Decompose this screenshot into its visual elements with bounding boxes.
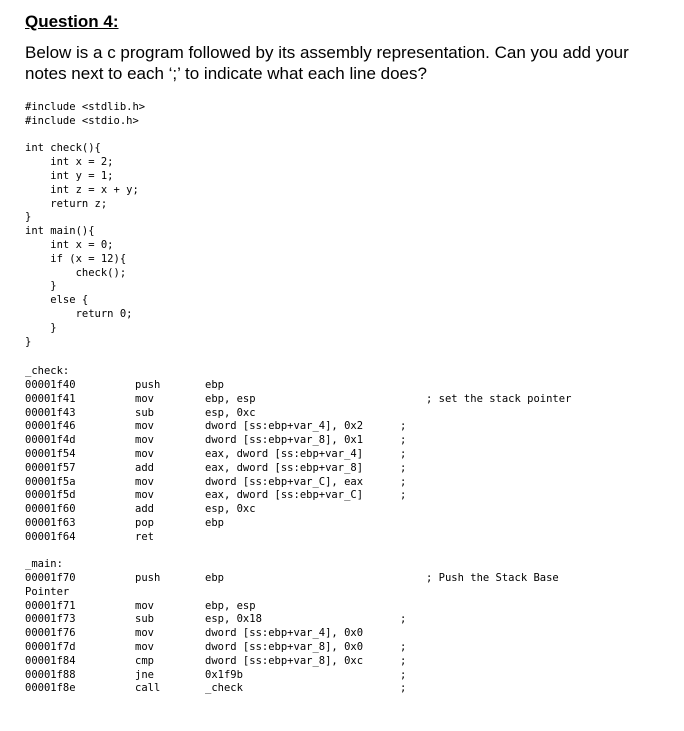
- check-label: _check:: [25, 365, 70, 377]
- asm-address: 00001f63: [25, 517, 76, 529]
- c-code-line: }: [25, 335, 32, 348]
- asm-row: [0, 433, 684, 447]
- asm-row: [0, 585, 684, 599]
- asm-operands: eax, dword [ss:ebp+var_4]: [205, 448, 364, 460]
- asm-address: 00001f70: [25, 572, 76, 584]
- asm-operands: ebp, esp: [205, 392, 256, 405]
- asm-operands: dword [ss:ebp+var_8], 0x1: [205, 434, 364, 447]
- asm-address: 00001f71: [25, 599, 76, 612]
- asm-row: [0, 654, 684, 668]
- asm-operands: dword [ss:ebp+var_C], eax: [205, 475, 364, 488]
- asm-row: [0, 626, 684, 640]
- asm-mnemonic: mov: [135, 392, 154, 405]
- c-code-line: int main(){: [25, 225, 95, 238]
- asm-row: [0, 419, 684, 433]
- asm-comment[interactable]: ;: [400, 448, 407, 460]
- asm-row: [0, 681, 684, 695]
- asm-operands: ebp, esp: [205, 599, 256, 612]
- asm-address: 00001f41: [25, 392, 76, 405]
- c-code-line: #include <stdio.h>: [25, 114, 139, 127]
- asm-comment[interactable]: ;: [400, 489, 407, 502]
- asm-row: [0, 502, 684, 516]
- asm-comment[interactable]: ; Push the Stack Base: [426, 572, 559, 584]
- asm-address: 00001f40: [25, 379, 76, 391]
- asm-operands: dword [ss:ebp+var_4], 0x2: [205, 420, 364, 433]
- asm-mnemonic: pop: [135, 517, 154, 529]
- asm-address: 00001f8e: [25, 682, 76, 695]
- asm-mnemonic: cmp: [135, 654, 154, 667]
- asm-mnemonic: mov: [135, 641, 154, 653]
- asm-mnemonic: push: [135, 572, 161, 584]
- asm-mnemonic: call: [135, 682, 161, 695]
- asm-address: 00001f43: [25, 406, 76, 419]
- asm-comment[interactable]: ;: [400, 682, 407, 695]
- asm-operands: ebp: [205, 517, 224, 529]
- asm-operands: ebp: [205, 379, 224, 391]
- asm-mnemonic: add: [135, 503, 154, 516]
- asm-row: [0, 392, 684, 406]
- asm-address: 00001f54: [25, 448, 76, 460]
- asm-operands: dword [ss:ebp+var_4], 0x0: [205, 627, 364, 640]
- asm-address: 00001f57: [25, 461, 76, 474]
- asm-mnemonic: mov: [135, 475, 154, 488]
- asm-address: 00001f73: [25, 613, 76, 626]
- asm-operands: eax, dword [ss:ebp+var_8]: [205, 461, 364, 474]
- asm-row: [0, 668, 684, 682]
- asm-mnemonic: sub: [135, 613, 154, 626]
- asm-mnemonic: mov: [135, 434, 154, 447]
- asm-row: [0, 378, 684, 392]
- asm-mnemonic: mov: [135, 489, 154, 502]
- asm-operands: dword [ss:ebp+var_8], 0xc: [205, 654, 364, 667]
- c-code-line: }: [25, 280, 57, 293]
- c-code-line: else {: [25, 294, 89, 307]
- asm-row: [0, 447, 684, 461]
- asm-row: [0, 461, 684, 475]
- question-intro: Below is a c program followed by its assembly representation. Can you add your notes next to each ‘;’ to indicate what each line does?: [25, 43, 629, 83]
- asm-comment[interactable]: ;: [400, 668, 407, 681]
- asm-operands: 0x1f9b: [205, 668, 243, 681]
- asm-comment[interactable]: ;: [400, 641, 407, 653]
- c-code-line: #include <stdlib.h>: [25, 101, 146, 113]
- c-code-line: [25, 129, 145, 143]
- asm-row: [0, 640, 684, 654]
- c-code-line: return z;: [25, 197, 108, 210]
- asm-comment[interactable]: ;: [400, 461, 407, 474]
- asm-address: 00001f4d: [25, 434, 76, 447]
- asm-row: [0, 571, 684, 585]
- c-code-line: check();: [25, 266, 127, 279]
- asm-row: [0, 612, 684, 626]
- asm-address: 00001f88: [25, 668, 76, 681]
- asm-mnemonic: push: [135, 379, 161, 391]
- asm-mnemonic: add: [135, 461, 154, 474]
- asm-row: [0, 599, 684, 613]
- asm-row: [0, 488, 684, 502]
- c-code-line: int x = 0;: [25, 238, 114, 251]
- c-code-line: }: [25, 211, 32, 224]
- asm-address: 00001f84: [25, 654, 76, 667]
- c-source-code: [25, 101, 145, 349]
- asm-operands: eax, dword [ss:ebp+var_C]: [205, 489, 364, 502]
- asm-address: 00001f5d: [25, 489, 76, 502]
- asm-row: [0, 475, 684, 489]
- asm-address: 00001f5a: [25, 475, 76, 488]
- asm-comment[interactable]: ;: [400, 434, 407, 447]
- asm-operands: dword [ss:ebp+var_8], 0x0: [205, 641, 364, 653]
- asm-row: [0, 530, 684, 544]
- main-label: _main:: [25, 558, 63, 570]
- asm-operands: esp, 0xc: [205, 503, 256, 516]
- asm-mnemonic: mov: [135, 420, 154, 433]
- c-code-line: }: [25, 321, 57, 334]
- c-code-line: return 0;: [25, 307, 133, 320]
- c-code-line: int y = 1;: [25, 169, 114, 182]
- asm-comment[interactable]: ;: [400, 613, 407, 626]
- asm-operands: esp, 0xc: [205, 406, 256, 419]
- asm-mnemonic: jne: [135, 668, 154, 681]
- asm-row: [0, 516, 684, 530]
- asm-comment[interactable]: ;: [400, 475, 407, 488]
- c-code-line: int z = x + y;: [25, 183, 139, 196]
- asm-mnemonic: mov: [135, 599, 154, 612]
- asm-address: 00001f46: [25, 420, 76, 433]
- asm-address: Pointer: [25, 585, 70, 598]
- asm-mnemonic: ret: [135, 530, 154, 543]
- asm-mnemonic: sub: [135, 406, 154, 419]
- asm-address: 00001f60: [25, 503, 76, 516]
- c-code-line: int check(){: [25, 142, 101, 155]
- asm-mnemonic: mov: [135, 627, 154, 640]
- asm-address: 00001f76: [25, 627, 76, 640]
- c-code-line: if (x = 12){: [25, 252, 127, 265]
- asm-mnemonic: mov: [135, 448, 154, 460]
- asm-row: [0, 406, 684, 420]
- asm-comment[interactable]: ; set the stack pointer: [426, 392, 572, 405]
- asm-operands: _check: [205, 682, 243, 695]
- question-title: Question 4:: [25, 12, 119, 31]
- asm-comment[interactable]: ;: [400, 654, 407, 667]
- asm-comment[interactable]: ;: [400, 420, 407, 433]
- asm-operands: esp, 0x18: [205, 613, 262, 626]
- asm-address: 00001f64: [25, 530, 76, 543]
- c-code-line: int x = 2;: [25, 156, 114, 169]
- asm-address: 00001f7d: [25, 641, 76, 653]
- asm-operands: ebp: [205, 572, 224, 584]
